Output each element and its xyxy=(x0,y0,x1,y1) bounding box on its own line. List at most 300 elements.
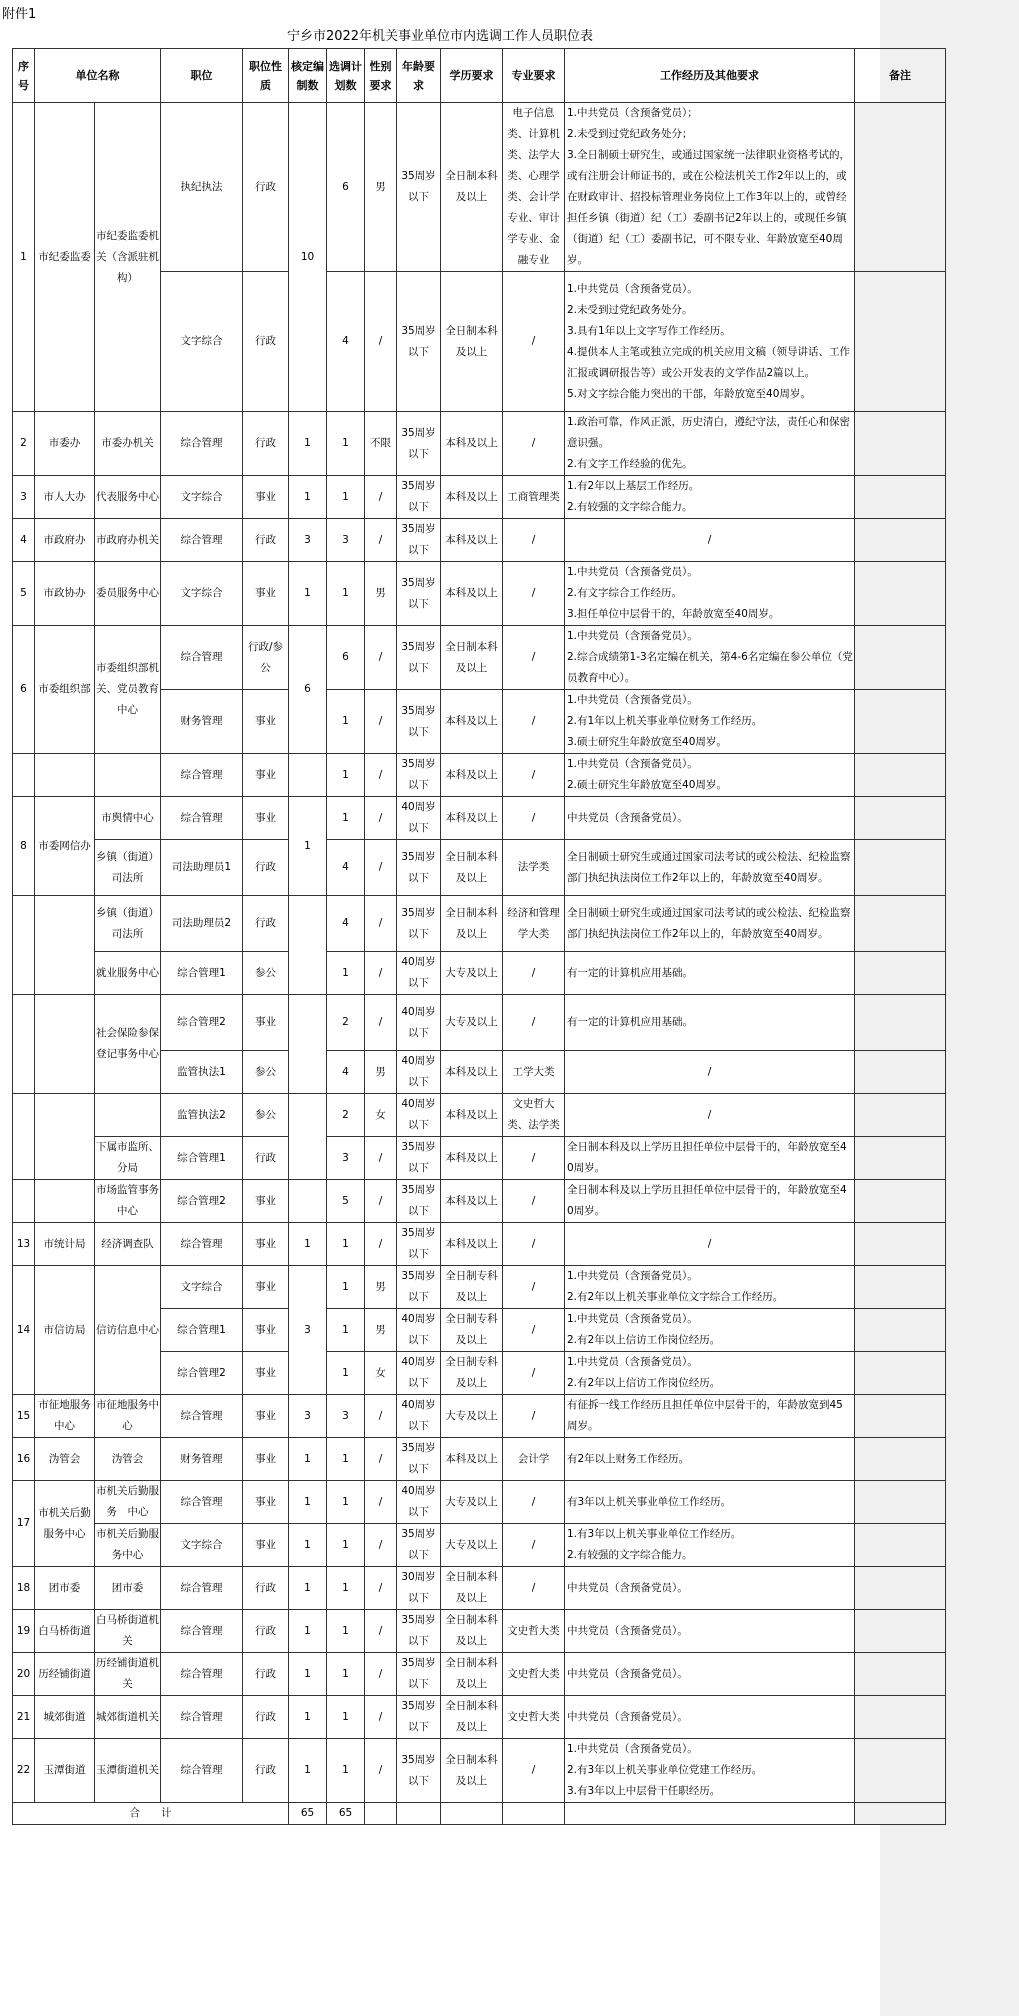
cell-age: 35周岁以下 xyxy=(397,626,441,690)
cell-edu: 本科及以上 xyxy=(441,754,503,797)
cell-remark xyxy=(855,562,946,626)
cell-header: 选调计划数 xyxy=(327,49,365,103)
cell-no: 3 xyxy=(13,476,35,519)
cell-position: 综合管理 xyxy=(161,1610,243,1653)
cell-major: / xyxy=(503,1180,565,1223)
cell-unit: 市委组织部机关、党员教育中心 xyxy=(95,626,161,754)
cell-plan: 1 xyxy=(327,1481,365,1524)
table-row xyxy=(13,1180,946,1223)
cell-major: / xyxy=(503,995,565,1051)
cell-sex: / xyxy=(365,754,397,797)
cell-unit: 市机关后勤服务 中心 xyxy=(95,1481,161,1524)
cell-position: 综合管理1 xyxy=(161,1309,243,1352)
cell-unit: 经济调查队 xyxy=(95,1223,161,1266)
cell-requirements xyxy=(565,754,855,797)
cell-header: 职位 xyxy=(161,49,243,103)
requirement-line: 1.中共党员（含预备党员）； xyxy=(567,107,698,119)
cell-plan: 2 xyxy=(327,995,365,1051)
cell-position: 综合管理 xyxy=(161,1481,243,1524)
attachment-label: 附件1 xyxy=(2,7,37,22)
cell-requirements xyxy=(565,840,855,896)
cell-no: 16 xyxy=(13,1438,35,1481)
cell-requirements xyxy=(565,412,855,476)
cell-quota: 1 xyxy=(289,1524,327,1567)
cell-sex: / xyxy=(365,690,397,754)
cell-header: 年龄要求 xyxy=(397,49,441,103)
cell-requirements xyxy=(565,1739,855,1803)
cell-sex: / xyxy=(365,1524,397,1567)
requirement-line: 2.有1年以上机关事业单位财务工作经历。 xyxy=(567,715,763,727)
cell-position: 综合管理 xyxy=(161,1739,243,1803)
cell-quota: 3 xyxy=(289,1266,327,1395)
cell-remark xyxy=(855,995,946,1051)
cell-major: 工商管理类 xyxy=(503,476,565,519)
requirement-line: 中共党员（含预备党员）。 xyxy=(567,1667,688,1680)
cell-no: 5 xyxy=(13,562,35,626)
cell-requirements xyxy=(565,626,855,690)
cell-sex: / xyxy=(365,1610,397,1653)
requirement-line: 2.有文字工作经验的优先。 xyxy=(567,458,693,470)
cell-age: 35周岁以下 xyxy=(397,1696,441,1739)
cell-plan: 1 xyxy=(327,797,365,840)
cell-edu: 本科及以上 xyxy=(441,1180,503,1223)
cell-edu: 全日制本科及以上 xyxy=(441,840,503,896)
requirement-line: 全日制本科及以上学历且担任单位中层骨干的，年龄放宽至40周岁。 xyxy=(567,1141,847,1174)
cell-quota: 1 xyxy=(289,1610,327,1653)
table-row xyxy=(13,519,946,562)
table-row xyxy=(13,1481,946,1524)
cell-unit: 历经铺街道机关 xyxy=(95,1653,161,1696)
cell-major: / xyxy=(503,1223,565,1266)
cell-major: / xyxy=(503,626,565,690)
requirement-line: 有3年以上机关事业单位工作经历。 xyxy=(567,1495,732,1508)
cell-quota: 1 xyxy=(289,1696,327,1739)
cell-age: 40周岁以下 xyxy=(397,1309,441,1352)
cell-dept: 市纪委监委 xyxy=(35,103,95,412)
cell-edu: 全日制专科及以上 xyxy=(441,1309,503,1352)
cell-nature: 事业 xyxy=(243,562,289,626)
cell-age: 40周岁以下 xyxy=(397,1051,441,1094)
requirement-line: 4.提供本人主笔或独立完成的机关应用文稿（领导讲话、工作汇报或调研报告等）或公开发表的文学作品2篇以上。 xyxy=(567,345,851,379)
table-row xyxy=(13,1438,946,1481)
requirement-line: 2.有2年以上信访工作岗位经历。 xyxy=(567,1377,721,1389)
cell-sex: / xyxy=(365,840,397,896)
cell-sex: / xyxy=(365,272,397,412)
cell-sex: 男 xyxy=(365,562,397,626)
cell-age: 40周岁以下 xyxy=(397,1395,441,1438)
cell-age: 35周岁以下 xyxy=(397,272,441,412)
cell-plan: 1 xyxy=(327,1567,365,1610)
cell-position: 综合管理1 xyxy=(161,952,243,995)
cell-requirements xyxy=(565,952,855,995)
requirement-line: 2.有较强的文字综合能力。 xyxy=(567,501,693,513)
requirement-line: 1.中共党员（含预备党员）。 xyxy=(567,630,698,642)
cell-major: 文史哲大类 xyxy=(503,1653,565,1696)
cell-major: / xyxy=(503,272,565,412)
cell-edu: 本科及以上 xyxy=(441,412,503,476)
cell-remark xyxy=(855,1137,946,1180)
requirement-line: 3.硕士研究生年龄放宽至40周岁。 xyxy=(567,736,727,748)
cell-unit: 市纪委监委机关（含派驻机构） xyxy=(95,103,161,412)
cell-requirements xyxy=(565,995,855,1051)
cell-blank xyxy=(441,1803,503,1825)
cell-remark xyxy=(855,797,946,840)
cell-plan: 1 xyxy=(327,1524,365,1567)
cell-plan: 1 xyxy=(327,1610,365,1653)
cell-age: 40周岁以下 xyxy=(397,797,441,840)
table-row xyxy=(13,562,946,626)
cell-edu: 本科及以上 xyxy=(441,1137,503,1180)
requirement-line: 2.有文字综合工作经历。 xyxy=(567,587,683,599)
cell-plan: 4 xyxy=(327,1051,365,1094)
cell-plan: 1 xyxy=(327,952,365,995)
cell-age: 35周岁以下 xyxy=(397,1739,441,1803)
cell-sex: / xyxy=(365,1653,397,1696)
cell-position: 监管执法2 xyxy=(161,1094,243,1137)
cell-quota: 1 xyxy=(289,412,327,476)
requirement-line: 有征拆一线工作经历且担任单位中层骨干的，年龄放宽到45周岁。 xyxy=(567,1399,843,1432)
cell-nature: 事业 xyxy=(243,476,289,519)
cell-unit: 代表服务中心 xyxy=(95,476,161,519)
cell-sex: / xyxy=(365,1696,397,1739)
table-row xyxy=(13,1137,946,1180)
cell-major: 经济和管理学大类 xyxy=(503,896,565,952)
requirement-line: / xyxy=(707,1108,712,1121)
cell-dept: 市委办 xyxy=(35,412,95,476)
cell-position: 文字综合 xyxy=(161,476,243,519)
cell-requirements xyxy=(565,1094,855,1137)
cell-requirements xyxy=(565,1481,855,1524)
requirement-line: 中共党员（含预备党员）。 xyxy=(567,811,688,824)
cell-plan: 1 xyxy=(327,1352,365,1395)
cell-major: / xyxy=(503,1352,565,1395)
cell-quota: 1 xyxy=(289,1653,327,1696)
cell-remark xyxy=(855,896,946,952)
cell-plan: 1 xyxy=(327,1653,365,1696)
cell-quota xyxy=(289,754,327,797)
cell-major: / xyxy=(503,754,565,797)
cell-nature: 事业 xyxy=(243,1352,289,1395)
cell-remark xyxy=(855,1696,946,1739)
cell-sex: / xyxy=(365,1180,397,1223)
cell-unit: 市委办机关 xyxy=(95,412,161,476)
cell-position: 财务管理 xyxy=(161,690,243,754)
requirement-line: 1.中共党员（含预备党员）。 xyxy=(567,758,698,770)
cell-position: 综合管理2 xyxy=(161,1352,243,1395)
cell-edu: 大专及以上 xyxy=(441,1481,503,1524)
cell-dept: 市机关后勤服务中心 xyxy=(35,1481,95,1567)
cell-edu: 本科及以上 xyxy=(441,1094,503,1137)
cell-plan: 1 xyxy=(327,562,365,626)
cell-dept: 历经铺街道 xyxy=(35,1653,95,1696)
cell-requirements xyxy=(565,896,855,952)
cell-nature: 事业 xyxy=(243,1266,289,1309)
cell-age: 35周岁以下 xyxy=(397,1266,441,1309)
cell-unit: 白马桥街道机关 xyxy=(95,1610,161,1653)
requirement-line: 1.中共党员（含预备党员）。 xyxy=(567,1313,698,1325)
cell-sex: / xyxy=(365,1395,397,1438)
cell-age: 35周岁以下 xyxy=(397,519,441,562)
cell-position: 综合管理 xyxy=(161,412,243,476)
cell-major: / xyxy=(503,797,565,840)
cell-remark xyxy=(855,1223,946,1266)
cell-quota: 10 xyxy=(289,103,327,412)
cell-unit: 市场监管事务中心 xyxy=(95,1180,161,1223)
requirement-line: 1.中共党员（含预备党员）。 xyxy=(567,1356,698,1368)
cell-blank xyxy=(365,1803,397,1825)
cell-sex: 女 xyxy=(365,1094,397,1137)
cell-position: 司法助理员2 xyxy=(161,896,243,952)
cell-nature: 行政/参公 xyxy=(243,626,289,690)
table-row xyxy=(13,896,946,952)
requirement-line: 全日制硕士研究生或通过国家司法考试的或公检法、纪检监察部门执纪执法岗位工作2年以上的，年龄放宽至40周岁。 xyxy=(567,906,851,940)
requirement-line: / xyxy=(707,1065,712,1078)
cell-unit: 乡镇（街道）司法所 xyxy=(95,840,161,896)
cell-requirements xyxy=(565,1524,855,1567)
cell-dept: 团市委 xyxy=(35,1567,95,1610)
table-row xyxy=(13,754,946,797)
cell-quota xyxy=(289,1180,327,1223)
table-row xyxy=(13,995,946,1051)
cell-requirements xyxy=(565,1266,855,1309)
cell-position: 文字综合 xyxy=(161,272,243,412)
cell-plan: 1 xyxy=(327,412,365,476)
cell-plan: 3 xyxy=(327,519,365,562)
requirement-line: 2.有2年以上信访工作岗位经历。 xyxy=(567,1334,721,1346)
cell-requirements xyxy=(565,1653,855,1696)
cell-header: 核定编制数 xyxy=(289,49,327,103)
cell-dept: 市政府办 xyxy=(35,519,95,562)
requirement-line: 中共党员（含预备党员）。 xyxy=(567,1624,688,1637)
requirement-line: 1.中共党员（含预备党员）。 xyxy=(567,694,698,706)
cell-edu: 全日制本科及以上 xyxy=(441,1653,503,1696)
table-row xyxy=(13,1653,946,1696)
cell-major: / xyxy=(503,519,565,562)
cell-dept: 玉潭街道 xyxy=(35,1739,95,1803)
requirement-line: 3.具有1年以上文字写作工作经历。 xyxy=(567,324,731,337)
cell-plan: 4 xyxy=(327,896,365,952)
cell-requirements xyxy=(565,1567,855,1610)
cell-unit: 社会保险参保登记事务中心 xyxy=(95,995,161,1094)
cell-plan: 4 xyxy=(327,840,365,896)
cell-header: 职位性质 xyxy=(243,49,289,103)
cell-nature: 事业 xyxy=(243,1438,289,1481)
cell-dept: 市委网信办 xyxy=(35,797,95,896)
cell-age: 35周岁以下 xyxy=(397,1180,441,1223)
cell-major: 文史哲大类 xyxy=(503,1696,565,1739)
cell-dept: 市委组织部 xyxy=(35,626,95,754)
table-row xyxy=(13,1395,946,1438)
cell-nature: 事业 xyxy=(243,754,289,797)
cell-nature: 事业 xyxy=(243,1309,289,1352)
cell-major: / xyxy=(503,1309,565,1352)
table-row xyxy=(13,1610,946,1653)
cell-nature: 行政 xyxy=(243,272,289,412)
cell-plan: 5 xyxy=(327,1180,365,1223)
cell-age: 30周岁以下 xyxy=(397,1567,441,1610)
cell-edu: 本科及以上 xyxy=(441,797,503,840)
cell-no: 14 xyxy=(13,1266,35,1395)
cell-plan: 1 xyxy=(327,1438,365,1481)
cell-requirements xyxy=(565,519,855,562)
cell-major: / xyxy=(503,1395,565,1438)
cell-no: 17 xyxy=(13,1481,35,1567)
cell-major: / xyxy=(503,1739,565,1803)
cell-remark xyxy=(855,519,946,562)
cell-remark xyxy=(855,1094,946,1137)
cell-edu: 大专及以上 xyxy=(441,995,503,1051)
cell-requirements xyxy=(565,103,855,272)
requirement-line: 有一定的计算机应用基础。 xyxy=(567,966,693,979)
cell-unit xyxy=(95,754,161,797)
cell-age: 40周岁以下 xyxy=(397,995,441,1051)
cell-sex: / xyxy=(365,476,397,519)
cell-nature: 行政 xyxy=(243,412,289,476)
cell-nature: 行政 xyxy=(243,1696,289,1739)
requirement-line: 1.中共党员（含预备党员）。 xyxy=(567,1743,698,1755)
cell-requirements xyxy=(565,797,855,840)
cell-age: 35周岁以下 xyxy=(397,476,441,519)
cell-nature: 事业 xyxy=(243,995,289,1051)
cell-quota: 1 xyxy=(289,1223,327,1266)
cell-dept: 城郊街道 xyxy=(35,1696,95,1739)
cell-edu: 本科及以上 xyxy=(441,1051,503,1094)
requirement-line: 3.担任单位中层骨干的，年龄放宽至40周岁。 xyxy=(567,608,780,620)
cell-edu: 全日制本科及以上 xyxy=(441,1739,503,1803)
cell-no: 8 xyxy=(13,797,35,896)
requirement-line: 全日制本科及以上学历且担任单位中层骨干的，年龄放宽至40周岁。 xyxy=(567,1184,847,1217)
cell-edu: 大专及以上 xyxy=(441,952,503,995)
table-row xyxy=(13,1524,946,1567)
requirement-line: 有2年以上财务工作经历。 xyxy=(567,1452,690,1465)
cell-edu: 本科及以上 xyxy=(441,690,503,754)
cell-dept: 白马桥街道 xyxy=(35,1610,95,1653)
cell-no: 1 xyxy=(13,103,35,412)
cell-remark xyxy=(855,1610,946,1653)
cell-remark xyxy=(855,1395,946,1438)
cell-nature: 行政 xyxy=(243,103,289,272)
cell-remark xyxy=(855,1481,946,1524)
requirement-line: 2.有较强的文字综合能力。 xyxy=(567,1549,693,1561)
cell-position: 司法助理员1 xyxy=(161,840,243,896)
cell-edu: 全日制本科及以上 xyxy=(441,626,503,690)
requirement-line: 1.中共党员（含预备党员）。 xyxy=(567,1270,698,1282)
cell-plan: 1 xyxy=(327,1309,365,1352)
cell-edu: 全日制本科及以上 xyxy=(441,1567,503,1610)
cell-age: 35周岁以下 xyxy=(397,1524,441,1567)
cell-no: 2 xyxy=(13,412,35,476)
cell-requirements xyxy=(565,1051,855,1094)
cell-age: 35周岁以下 xyxy=(397,1438,441,1481)
cell-unit: 乡镇（街道）司法所 xyxy=(95,896,161,952)
requirement-line: 2.有3年以上机关事业单位党建工作经历。 xyxy=(567,1764,763,1776)
cell-plan: 1 xyxy=(327,1266,365,1309)
cell-remark xyxy=(855,1438,946,1481)
cell-sex: 男 xyxy=(365,103,397,272)
cell-unit: 市舆情中心 xyxy=(95,797,161,840)
cell-edu: 全日制本科及以上 xyxy=(441,896,503,952)
cell-remark xyxy=(855,272,946,412)
requirement-line: 中共党员（含预备党员）。 xyxy=(567,1710,688,1723)
cell-dept: 沩管会 xyxy=(35,1438,95,1481)
cell-sex: / xyxy=(365,1438,397,1481)
cell-remark xyxy=(855,1739,946,1803)
requirement-line: 2.未受到过党纪政务处分； xyxy=(567,128,693,140)
cell-major: / xyxy=(503,1567,565,1610)
cell-quota: 1 xyxy=(289,797,327,896)
cell-nature: 事业 xyxy=(243,1524,289,1567)
cell-unit: 市政府办机关 xyxy=(95,519,161,562)
cell-position: 监管执法1 xyxy=(161,1051,243,1094)
cell-unit: 玉潭街道机关 xyxy=(95,1739,161,1803)
cell-plan: 1 xyxy=(327,476,365,519)
cell-dept: 市征地服务中心 xyxy=(35,1395,95,1438)
cell-remark xyxy=(855,1180,946,1223)
cell-header: 备注 xyxy=(855,49,946,103)
requirement-line: 1.中共党员（含预备党员）。 xyxy=(567,282,698,295)
cell-edu: 本科及以上 xyxy=(441,1438,503,1481)
cell-sex: / xyxy=(365,1137,397,1180)
cell-no: 13 xyxy=(13,1223,35,1266)
cell-plan: 1 xyxy=(327,754,365,797)
cell-nature: 事业 xyxy=(243,797,289,840)
table-row xyxy=(13,626,946,690)
cell-nature: 行政 xyxy=(243,519,289,562)
cell-dept: 市政协办 xyxy=(35,562,95,626)
cell-quota xyxy=(289,896,327,995)
cell-total-label: 合 计 xyxy=(13,1803,289,1825)
cell-quota: 3 xyxy=(289,1395,327,1438)
cell-remark xyxy=(855,1309,946,1352)
cell-quota xyxy=(289,995,327,1094)
requirement-line: 1.有2年以上基层工作经历。 xyxy=(567,480,700,492)
table-row xyxy=(13,412,946,476)
cell-quota: 1 xyxy=(289,1438,327,1481)
table-row xyxy=(13,1266,946,1309)
cell-age: 40周岁以下 xyxy=(397,1094,441,1137)
cell-position: 综合管理 xyxy=(161,1653,243,1696)
cell-position: 综合管理1 xyxy=(161,1137,243,1180)
cell-edu: 全日制本科及以上 xyxy=(441,1610,503,1653)
table-title: 宁乡市2022年机关事业单位市内选调工作人员职位表 xyxy=(286,29,594,44)
cell-requirements xyxy=(565,1309,855,1352)
cell-sex: / xyxy=(365,1481,397,1524)
cell-sex: / xyxy=(365,995,397,1051)
cell-quota: 1 xyxy=(289,1481,327,1524)
cell-nature: 行政 xyxy=(243,1739,289,1803)
cell-unit: 下属市监所、分局 xyxy=(95,1137,161,1180)
cell-plan: 6 xyxy=(327,103,365,272)
cell-age: 40周岁以下 xyxy=(397,1481,441,1524)
requirement-line: 有一定的计算机应用基础。 xyxy=(567,1016,693,1028)
cell-unit: 市征地服务中心 xyxy=(95,1395,161,1438)
cell-major: / xyxy=(503,1481,565,1524)
cell-position: 财务管理 xyxy=(161,1438,243,1481)
cell-sex: / xyxy=(365,1567,397,1610)
cell-header: 学历要求 xyxy=(441,49,503,103)
cell-remark xyxy=(855,476,946,519)
cell-age: 35周岁以下 xyxy=(397,690,441,754)
total-row xyxy=(13,1803,946,1825)
cell-unit: 委员服务中心 xyxy=(95,562,161,626)
cell-dept: 市人大办 xyxy=(35,476,95,519)
cell-total-plan: 65 xyxy=(327,1803,365,1825)
position-table xyxy=(12,48,946,1825)
cell-quota: 3 xyxy=(289,519,327,562)
cell-plan: 6 xyxy=(327,626,365,690)
cell-age: 35周岁以下 xyxy=(397,754,441,797)
cell-major: 文史哲大类、法学类 xyxy=(503,1094,565,1137)
